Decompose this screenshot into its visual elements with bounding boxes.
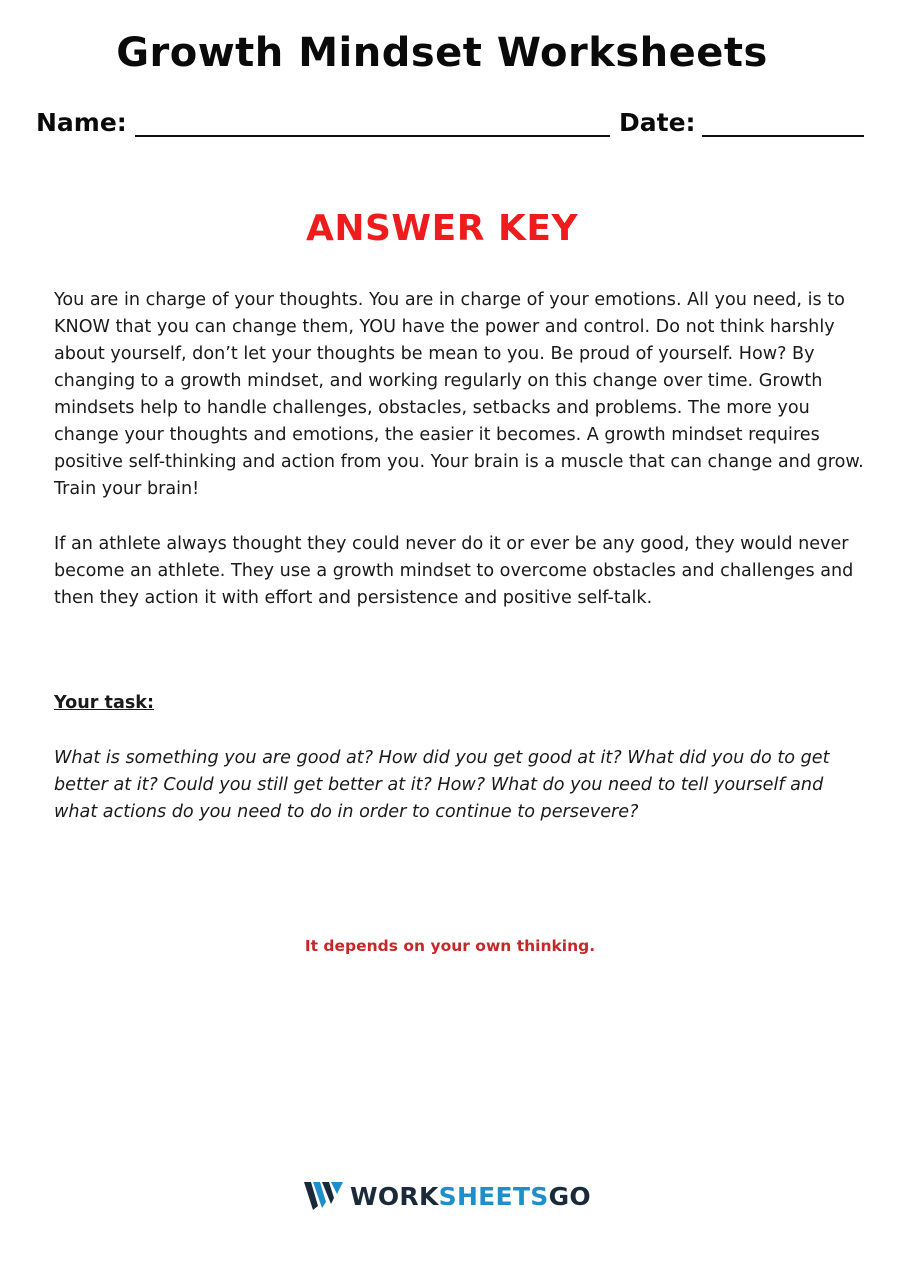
athlete-paragraph: If an athlete always thought they could never do it or ever be any good, they would never become an athlete. They use a growth mindset to overcome obstacles and challenges and then they action it with effort and persistence and positive self-talk.	[54, 534, 854, 608]
task-label: Your task:	[54, 693, 155, 713]
date-label: Date:	[619, 108, 696, 137]
worksheetsgo-logo-icon	[304, 1180, 344, 1212]
name-label: Name:	[36, 108, 127, 137]
logo-word-go: GO	[548, 1181, 591, 1211]
worksheetsgo-logo	[304, 1178, 591, 1214]
intro-paragraph: You are in charge of your thoughts. You are in charge of your emotions. All you need, is to KNOW that you can change them, YOU have the power and control. Do not think harshly about yourself, don’t let your thoughts be mean to you. Be proud of yourself. How? By changing to a growth mindset, and working regularly on this change over time. Growth mindsets help to handle challenges, obstacles, setbacks and problems. The more you change your thoughts and emotions, the easier it becomes. A growth mindset requires positive self-thinking and action from you. Your brain is a muscle that can change and grow. Train your brain!	[54, 290, 864, 499]
logo-word-sheets: SHEETS	[438, 1181, 549, 1211]
task-question: What is something you are good at? How did you get good at it? What did you do to get better at it? Could you still get better at it? How? What do you need to tell yourself and what actions do you need to do in order to continue to persevere?	[54, 748, 830, 822]
logo-wordmark	[350, 1182, 591, 1211]
answer-text: It depends on your own thinking.	[304, 937, 596, 955]
name-field-line[interactable]	[135, 135, 610, 137]
logo-word-work: WORK	[350, 1181, 439, 1211]
name-date-row	[36, 108, 866, 148]
answer-key-heading: ANSWER KEY	[305, 208, 579, 249]
page-title: Growth Mindset Worksheets	[116, 30, 768, 76]
date-field-line[interactable]	[702, 135, 864, 137]
